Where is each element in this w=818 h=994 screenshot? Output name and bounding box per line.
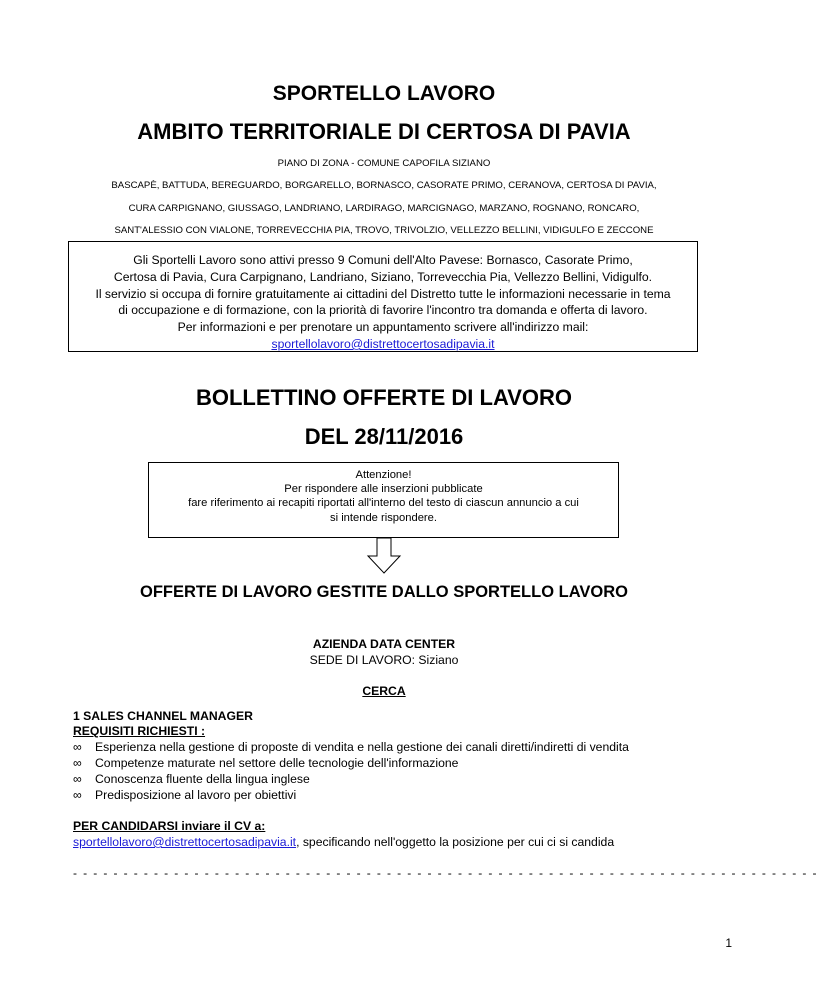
requirement-item: ∞ Esperienza nella gestione di proposte di vendita e nella gestione dei canali diretti/indiretti di vendita [73,740,629,754]
bulletin-title: BOLLETTINO OFFERTE DI LAVORO [195,385,573,410]
bullet-icon: ∞ [73,756,82,770]
page-number: 1 [725,936,732,950]
work-location: SEDE DI LAVORO: Siziano [309,653,459,667]
bullet-icon: ∞ [73,740,82,754]
section-title: OFFERTE DI LAVORO GESTITE DALLO SPORTELLO LAVORO [140,583,628,601]
requirement-item: ∞ Conoscenza fluente della lingua inglese [73,772,310,786]
header-line-4: SANT'ALESSIO CON VIALONE, TORREVECCHIA PIA, TROVO, TRIVOLZIO, VELLEZZO BELLINI, VIDIGULFO E ZECCONE [114,225,654,236]
notice-line: Per rispondere alle inserzioni pubblicate [284,483,483,496]
info-line: Il servizio si occupa di fornire gratuitamente ai cittadini del Distretto tutte le informazioni necessarie in tema [95,286,671,301]
apply-text: , specificando nell'oggetto la posizione per cui ci si candida [296,835,615,849]
notice-line: fare riferimento ai recapiti riportati all'interno del testo di ciascun annuncio a cui [188,497,579,510]
info-line: di occupazione e di formazione, con la priorità di favorire l'incontro tra domanda e offerta di lavoro. [118,303,648,318]
bullet-icon: ∞ [73,788,82,802]
company-name: AZIENDA DATA CENTER [312,637,456,651]
info-line: Per informazioni e per prenotare un appuntamento scrivere all'indirizzo mail: [177,320,589,335]
notice-box [148,462,619,538]
info-email-link[interactable]: sportellolavoro@distrettocertosadipavia.it [271,336,495,351]
cerca-label: CERCA [362,684,406,698]
requirement-item: ∞ Predisposizione al lavoro per obiettivi [73,788,297,802]
bullet-icon: ∞ [73,772,82,786]
header-line-1: PIANO DI ZONA - COMUNE CAPOFILA SIZIANO [277,158,491,169]
header-line-3: CURA CARPIGNANO, GIUSSAGO, LANDRIANO, LARDIRAGO, MARCIGNAGO, MARZANO, ROGNANO, RONCARO, [128,203,640,214]
info-line: Certosa di Pavia, Cura Carpignano, Landriano, Siziano, Torrevecchia Pia, Vellezzo Bellini, Vidigulfo. [113,269,653,284]
position-title: 1 SALES CHANNEL MANAGER [73,709,253,723]
page-subtitle: AMBITO TERRITORIALE DI CERTOSA DI PAVIA [137,119,631,144]
info-box [68,241,698,352]
apply-email-link[interactable]: sportellolavoro@distrettocertosadipavia.it [73,835,297,849]
info-line: Gli Sportelli Lavoro sono attivi presso 9 Comuni dell'Alto Pavese: Bornasco, Casorate Primo, [133,253,633,267]
page-title: SPORTELLO LAVORO [272,82,496,105]
separator: - - - - - - - - - - - - - - - - - - - - - - - - - - - - - - - - - - - - - - - - - - - - - - - - - - - - - - - - - - - - - - - - - - - - - - - - - - [73,866,818,880]
header-line-2: BASCAPÈ, BATTUDA, BEREGUARDO, BORGARELLO, BORNASCO, CASORATE PRIMO, CERANOVA, CERTOSA DI PAVIA, [111,180,657,191]
bulletin-date: DEL 28/11/2016 [304,424,464,449]
requirements-title: REQUISITI RICHIESTI : [73,724,206,738]
requirement-item: ∞ Competenze maturate nel settore delle tecnologie dell'informazione [73,756,459,770]
notice-line: si intende rispondere. [330,511,437,524]
down-arrow-icon [366,538,402,574]
apply-line [73,835,614,849]
apply-title: PER CANDIDARSI inviare il CV a: [73,819,266,833]
notice-line: Attenzione! [355,469,412,481]
